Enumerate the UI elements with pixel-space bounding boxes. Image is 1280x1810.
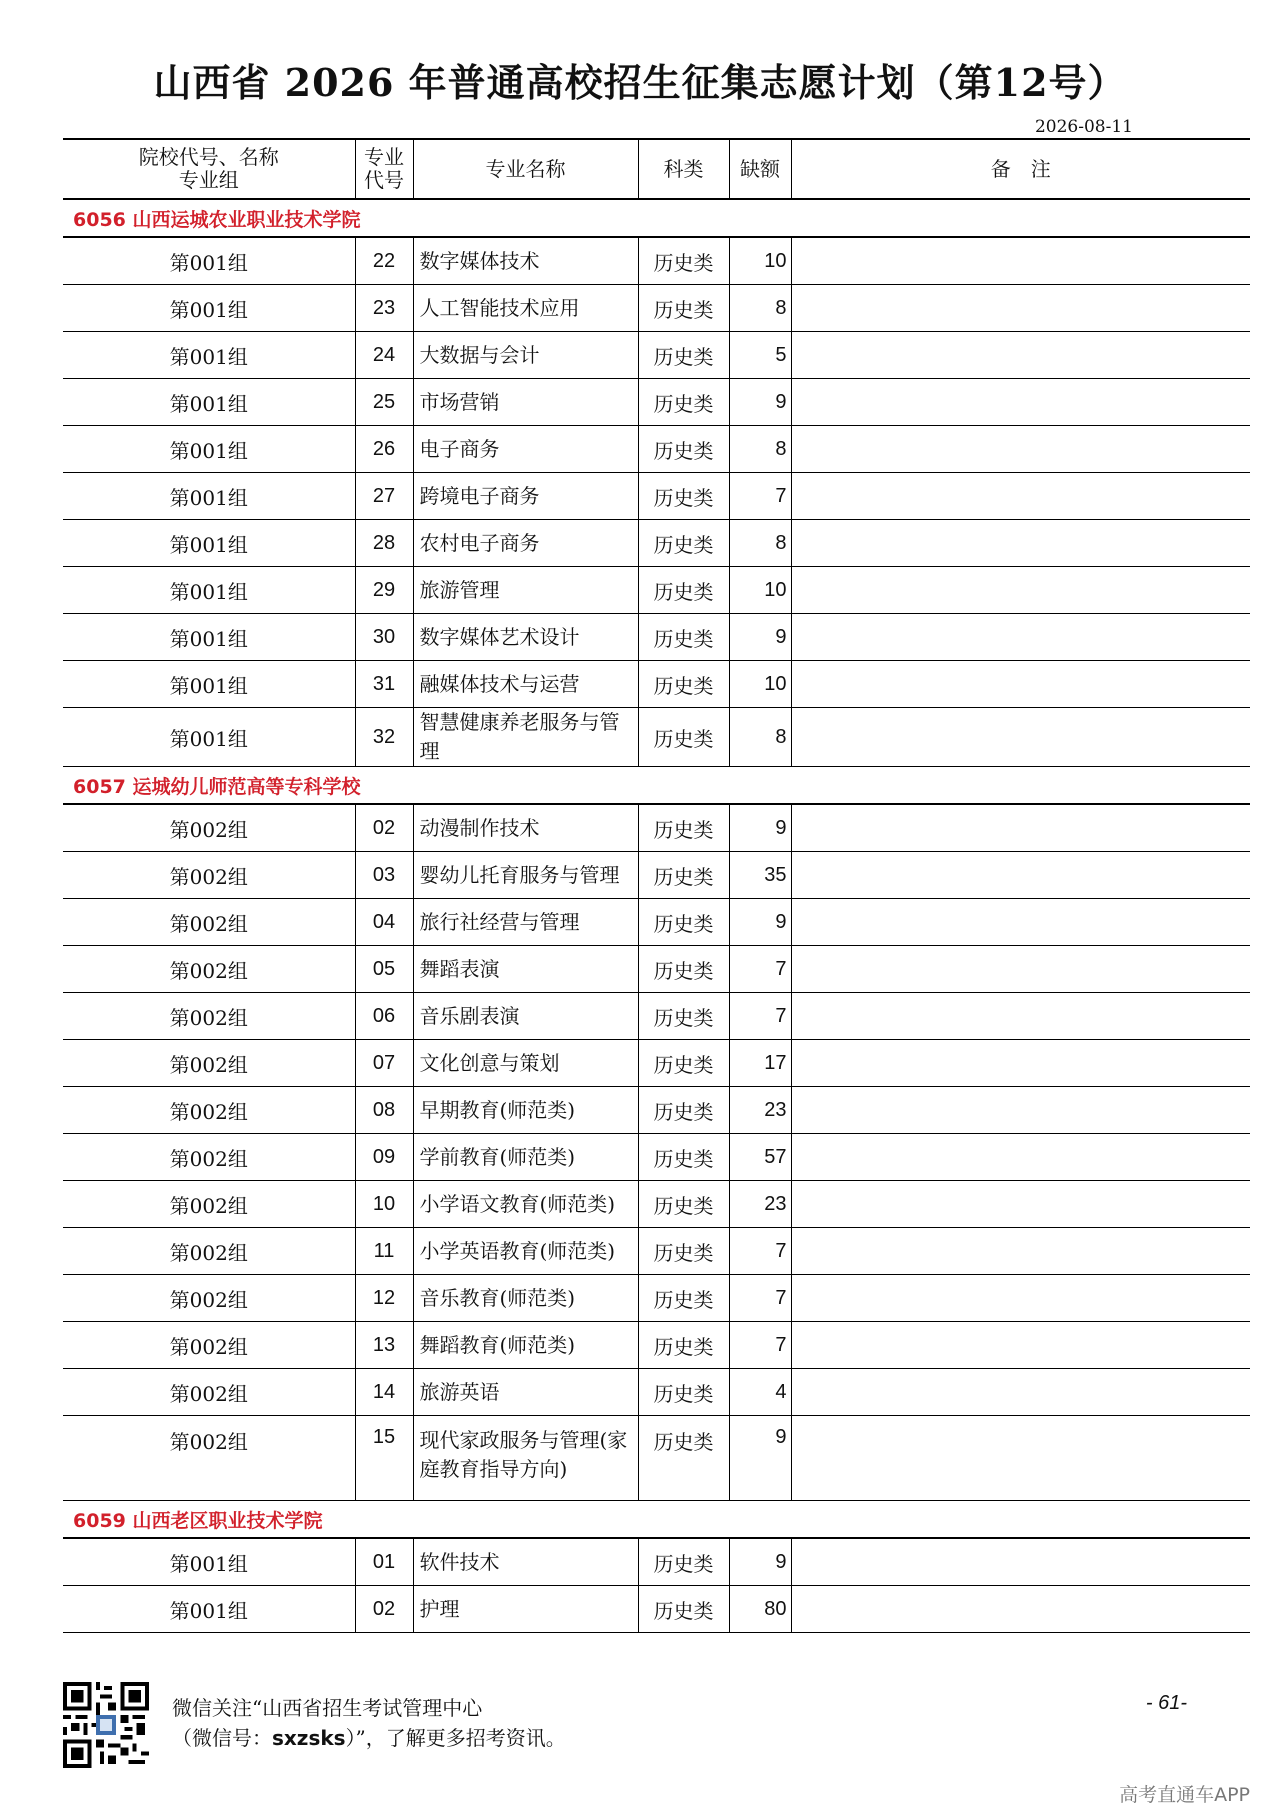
table-row [63, 993, 1250, 1040]
major-code-cell: 01 [355, 1538, 413, 1586]
major-name-cell: 软件技术 [413, 1538, 638, 1586]
remarks-cell [791, 1416, 1250, 1501]
category-cell: 历史类 [638, 379, 729, 426]
quota-cell: 7 [729, 946, 791, 993]
major-name-cell: 小学语文教育(师范类) [413, 1181, 638, 1228]
school-section-row [63, 1501, 1250, 1539]
category-cell: 历史类 [638, 285, 729, 332]
remarks-cell [791, 708, 1250, 767]
header-school-group [63, 139, 355, 199]
group-cell: 第001组 [63, 1538, 355, 1586]
table-row [63, 1538, 1250, 1586]
school-section-row [63, 199, 1250, 237]
major-name-cell: 大数据与会计 [413, 332, 638, 379]
major-code-cell: 29 [355, 567, 413, 614]
major-name-cell: 旅游管理 [413, 567, 638, 614]
wechat-id-prefix: （微信号： [172, 1726, 272, 1750]
quota-cell: 9 [729, 1416, 791, 1501]
major-code-cell: 04 [355, 899, 413, 946]
table-row [63, 1586, 1250, 1633]
enrollment-plan-table [63, 138, 1250, 1633]
table-row [63, 661, 1250, 708]
remarks-cell [791, 332, 1250, 379]
quota-cell: 4 [729, 1369, 791, 1416]
quota-cell: 8 [729, 285, 791, 332]
group-cell: 第001组 [63, 520, 355, 567]
quota-cell: 8 [729, 520, 791, 567]
remarks-cell [791, 379, 1250, 426]
wechat-id-suffix: ）”，了解更多招考资讯。 [345, 1726, 566, 1750]
quota-cell: 7 [729, 473, 791, 520]
major-code-cell: 23 [355, 285, 413, 332]
table-row [63, 1087, 1250, 1134]
remarks-cell [791, 1040, 1250, 1087]
major-name-cell: 人工智能技术应用 [413, 285, 638, 332]
major-code-cell: 32 [355, 708, 413, 767]
table-row [63, 332, 1250, 379]
quota-cell: 9 [729, 804, 791, 852]
quota-cell: 5 [729, 332, 791, 379]
school-name: 6056 山西运城农业职业技术学院 [63, 199, 1250, 237]
quota-cell: 57 [729, 1134, 791, 1181]
category-cell: 历史类 [638, 1369, 729, 1416]
major-name-cell: 婴幼儿托育服务与管理 [413, 852, 638, 899]
header-quota: 缺额 [729, 139, 791, 199]
remarks-cell [791, 1228, 1250, 1275]
table-row [63, 1275, 1250, 1322]
group-cell: 第001组 [63, 1586, 355, 1633]
table-row [63, 473, 1250, 520]
table-row [63, 1369, 1250, 1416]
group-cell: 第002组 [63, 1369, 355, 1416]
major-name-cell: 文化创意与策划 [413, 1040, 638, 1087]
header-major-code [355, 139, 413, 199]
major-code-cell: 02 [355, 804, 413, 852]
major-code-cell: 25 [355, 379, 413, 426]
major-name-cell: 护理 [413, 1586, 638, 1633]
remarks-cell [791, 285, 1250, 332]
category-cell: 历史类 [638, 1586, 729, 1633]
remarks-cell [791, 426, 1250, 473]
table-row [63, 237, 1250, 285]
major-name-cell: 融媒体技术与运营 [413, 661, 638, 708]
major-code-cell: 07 [355, 1040, 413, 1087]
major-code-cell: 24 [355, 332, 413, 379]
table-row [63, 804, 1250, 852]
major-code-cell: 08 [355, 1087, 413, 1134]
remarks-cell [791, 899, 1250, 946]
major-name-cell: 电子商务 [413, 426, 638, 473]
page-number: - 61- [1145, 1692, 1187, 1714]
remarks-cell [791, 1538, 1250, 1586]
page-title: 山西省 2026 年普通高校招生征集志愿计划（第12号） [153, 60, 1127, 105]
category-cell: 历史类 [638, 946, 729, 993]
group-cell: 第001组 [63, 426, 355, 473]
table-row [63, 379, 1250, 426]
major-code-cell: 27 [355, 473, 413, 520]
category-cell: 历史类 [638, 804, 729, 852]
major-code-cell: 10 [355, 1181, 413, 1228]
quota-cell: 7 [729, 993, 791, 1040]
group-cell: 第002组 [63, 1228, 355, 1275]
remarks-cell [791, 1134, 1250, 1181]
remarks-cell [791, 661, 1250, 708]
table-row [63, 285, 1250, 332]
remarks-cell [791, 614, 1250, 661]
major-name-cell: 小学英语教育(师范类) [413, 1228, 638, 1275]
group-cell: 第001组 [63, 285, 355, 332]
category-cell: 历史类 [638, 1040, 729, 1087]
remarks-cell [791, 1087, 1250, 1134]
header-category: 科类 [638, 139, 729, 199]
category-cell: 历史类 [638, 426, 729, 473]
major-code-cell: 09 [355, 1134, 413, 1181]
group-cell: 第002组 [63, 1040, 355, 1087]
quota-cell: 9 [729, 614, 791, 661]
table-body [63, 199, 1250, 1633]
table-row [63, 1040, 1250, 1087]
category-cell: 历史类 [638, 520, 729, 567]
major-code-cell: 06 [355, 993, 413, 1040]
table-row [63, 1228, 1250, 1275]
major-code-cell: 03 [355, 852, 413, 899]
category-cell: 历史类 [638, 614, 729, 661]
remarks-cell [791, 473, 1250, 520]
quota-cell: 8 [729, 426, 791, 473]
table-row [63, 520, 1250, 567]
remarks-cell [791, 1586, 1250, 1633]
category-cell: 历史类 [638, 899, 729, 946]
table-row [63, 1416, 1250, 1501]
category-cell: 历史类 [638, 332, 729, 379]
major-name-cell: 学前教育(师范类) [413, 1134, 638, 1181]
major-name-cell: 农村电子商务 [413, 520, 638, 567]
table-row [63, 1322, 1250, 1369]
table-header-row [63, 139, 1250, 199]
wechat-id-text [172, 1722, 566, 1751]
quota-cell: 35 [729, 852, 791, 899]
school-section-row [63, 767, 1250, 805]
major-name-cell: 音乐剧表演 [413, 993, 638, 1040]
group-cell: 第002组 [63, 852, 355, 899]
remarks-cell [791, 1369, 1250, 1416]
category-cell: 历史类 [638, 237, 729, 285]
group-cell: 第001组 [63, 708, 355, 767]
major-name-cell: 现代家政服务与管理(家庭教育指导方向) [413, 1416, 638, 1501]
category-cell: 历史类 [638, 1134, 729, 1181]
category-cell: 历史类 [638, 852, 729, 899]
major-name-cell: 智慧健康养老服务与管理 [413, 708, 638, 767]
major-code-cell: 15 [355, 1416, 413, 1501]
table-row [63, 946, 1250, 993]
major-name-cell: 跨境电子商务 [413, 473, 638, 520]
group-cell: 第002组 [63, 946, 355, 993]
quota-cell: 7 [729, 1275, 791, 1322]
quota-cell: 23 [729, 1181, 791, 1228]
quota-cell: 9 [729, 899, 791, 946]
major-name-cell: 旅行社经营与管理 [413, 899, 638, 946]
publish-date: 2026-08-11 [1034, 117, 1133, 137]
group-cell: 第002组 [63, 804, 355, 852]
qr-code-icon [63, 1682, 149, 1768]
table-row [63, 1181, 1250, 1228]
major-name-cell: 舞蹈教育(师范类) [413, 1322, 638, 1369]
major-code-cell: 30 [355, 614, 413, 661]
major-name-cell: 数字媒体技术 [413, 237, 638, 285]
major-code-cell: 14 [355, 1369, 413, 1416]
category-cell: 历史类 [638, 1416, 729, 1501]
table-row [63, 852, 1250, 899]
major-name-cell: 音乐教育(师范类) [413, 1275, 638, 1322]
remarks-cell [791, 804, 1250, 852]
category-cell: 历史类 [638, 473, 729, 520]
wechat-id: sxzsks [272, 1726, 346, 1750]
quota-cell: 23 [729, 1087, 791, 1134]
category-cell: 历史类 [638, 1275, 729, 1322]
group-cell: 第002组 [63, 1087, 355, 1134]
category-cell: 历史类 [638, 708, 729, 767]
table-row [63, 899, 1250, 946]
group-cell: 第002组 [63, 1322, 355, 1369]
category-cell: 历史类 [638, 993, 729, 1040]
remarks-cell [791, 1181, 1250, 1228]
group-cell: 第002组 [63, 1181, 355, 1228]
school-name: 6057 运城幼儿师范高等专科学校 [63, 767, 1250, 805]
major-code-cell: 12 [355, 1275, 413, 1322]
remarks-cell [791, 520, 1250, 567]
remarks-cell [791, 946, 1250, 993]
table-row [63, 426, 1250, 473]
header-major-name: 专业名称 [413, 139, 638, 199]
major-name-cell: 旅游英语 [413, 1369, 638, 1416]
quota-cell: 9 [729, 1538, 791, 1586]
quota-cell: 10 [729, 661, 791, 708]
major-code-cell: 31 [355, 661, 413, 708]
remarks-cell [791, 1275, 1250, 1322]
quota-cell: 17 [729, 1040, 791, 1087]
major-name-cell: 市场营销 [413, 379, 638, 426]
header-group: 专业组 [178, 168, 239, 192]
category-cell: 历史类 [638, 1538, 729, 1586]
major-name-cell: 早期教育(师范类) [413, 1087, 638, 1134]
category-cell: 历史类 [638, 1228, 729, 1275]
group-cell: 第001组 [63, 661, 355, 708]
group-cell: 第001组 [63, 379, 355, 426]
quota-cell: 9 [729, 379, 791, 426]
school-name: 6059 山西老区职业技术学院 [63, 1501, 1250, 1539]
quota-cell: 7 [729, 1322, 791, 1369]
table-row [63, 567, 1250, 614]
remarks-cell [791, 852, 1250, 899]
quota-cell: 80 [729, 1586, 791, 1633]
group-cell: 第002组 [63, 1134, 355, 1181]
table-row [63, 614, 1250, 661]
category-cell: 历史类 [638, 1322, 729, 1369]
major-code-cell: 28 [355, 520, 413, 567]
page-footer [63, 1682, 1250, 1770]
remarks-cell [791, 993, 1250, 1040]
group-cell: 第002组 [63, 1275, 355, 1322]
quota-cell: 7 [729, 1228, 791, 1275]
major-name-cell: 数字媒体艺术设计 [413, 614, 638, 661]
table-row [63, 708, 1250, 767]
group-cell: 第001组 [63, 237, 355, 285]
table-row [63, 1134, 1250, 1181]
quota-cell: 10 [729, 237, 791, 285]
category-cell: 历史类 [638, 1087, 729, 1134]
major-code-cell: 11 [355, 1228, 413, 1275]
header-code-line1: 专业 [364, 145, 404, 169]
category-cell: 历史类 [638, 661, 729, 708]
quota-cell: 10 [729, 567, 791, 614]
major-name-cell: 动漫制作技术 [413, 804, 638, 852]
major-code-cell: 22 [355, 237, 413, 285]
remarks-cell [791, 1322, 1250, 1369]
category-cell: 历史类 [638, 1181, 729, 1228]
watermark: 高考直通车APP [1119, 1784, 1250, 1806]
major-code-cell: 26 [355, 426, 413, 473]
wechat-follow-text: 微信关注“山西省招生考试管理中心 [172, 1696, 483, 1720]
group-cell: 第002组 [63, 1416, 355, 1501]
major-code-cell: 05 [355, 946, 413, 993]
group-cell: 第001组 [63, 614, 355, 661]
category-cell: 历史类 [638, 567, 729, 614]
header-remarks: 备 注 [791, 139, 1250, 199]
header-code-line2: 代号 [364, 168, 404, 192]
group-cell: 第001组 [63, 332, 355, 379]
group-cell: 第001组 [63, 567, 355, 614]
major-name-cell: 舞蹈表演 [413, 946, 638, 993]
major-code-cell: 13 [355, 1322, 413, 1369]
remarks-cell [791, 237, 1250, 285]
remarks-cell [791, 567, 1250, 614]
group-cell: 第002组 [63, 899, 355, 946]
group-cell: 第002组 [63, 993, 355, 1040]
major-code-cell: 02 [355, 1586, 413, 1633]
quota-cell: 8 [729, 708, 791, 767]
header-school: 院校代号、名称 [138, 145, 279, 169]
group-cell: 第001组 [63, 473, 355, 520]
